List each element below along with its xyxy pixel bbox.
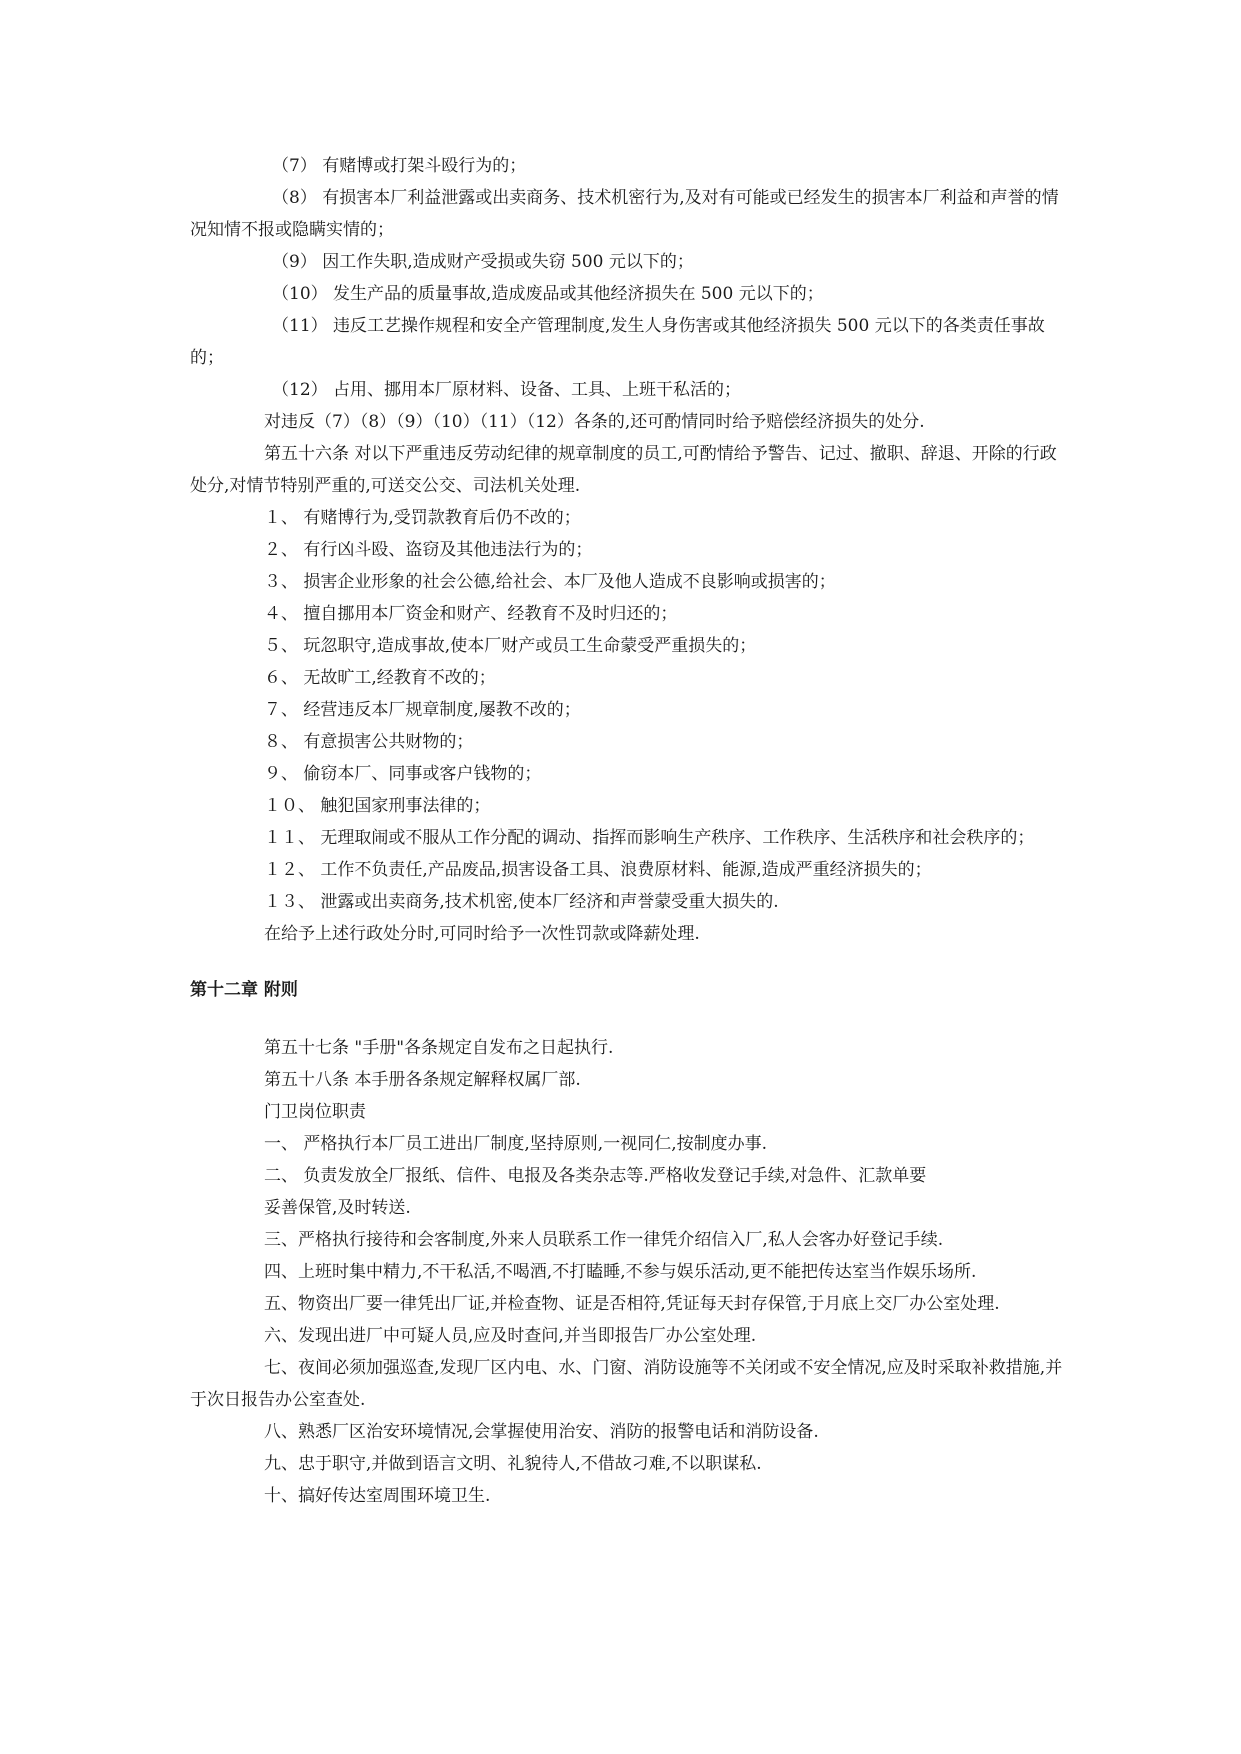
guard-duty-3: 三、严格执行接待和会客制度,外来人员联系工作一律凭介绍信入厂,私人会客办好登记手续. [264,1230,944,1250]
article-56-item-5: ５、 玩忽职守,造成事故,使本厂财产或员工生命蒙受严重损失的； [264,636,757,656]
guard-duty-1: 一、 严格执行本厂员工进出厂制度,坚持原则,一视同仁,按制度办事. [264,1134,768,1154]
article-56-note: 在给予上述行政处分时,可同时给予一次性罚款或降薪处理. [264,924,700,944]
article-56-intro: 第五十六条 对以下严重违反劳动纪律的规章制度的员工,可酌情给予警告、记过、撤职、辞退、开除的行政处分,对情节特别严重的,可送交公交、司法机关处理. [190,444,1057,496]
article-56-item-3: ３、 损害企业形象的社会公德,给社会、本厂及他人造成不良影响或损害的； [264,572,836,592]
article-58: 第五十八条 本手册各条规定解释权属厂部. [264,1070,581,1090]
article-56-item-8: ８、 有意损害公共财物的； [264,732,474,752]
guard-duty-6: 六、发现出进厂中可疑人员,应及时查问,并当即报告厂办公室处理. [264,1326,757,1346]
clause-8: （8） 有损害本厂利益泄露或出卖商务、技术机密行为,及对有可能或已经发生的损害本厂利益和声誉的情况知情不报或隐瞒实情的； [190,188,1059,240]
clause-9: （9） 因工作失职,造成财产受损或失窃 500 元以下的； [272,252,694,272]
article-56-item-1: １、 有赌博行为,受罚款教育后仍不改的； [264,508,581,528]
clause-12: （12） 占用、挪用本厂原材料、设备、工具、上班干私活的； [272,380,742,400]
guard-duty-8: 八、熟悉厂区治安环境情况,会掌握使用治安、消防的报警电话和消防设备. [264,1422,819,1442]
article-56-item-12: １２、 工作不负责任,产品废品,损害设备工具、浪费原材料、能源,造成严重经济损失的； [264,860,932,880]
clause-10: （10） 发生产品的质量事故,造成废品或其他经济损失在 500 元以下的； [272,284,824,304]
article-57: 第五十七条 "手册"各条规定自发布之日起执行. [264,1038,614,1058]
guard-duty-2-line-2: 妥善保管,及时转送. [264,1198,411,1218]
section-a-note: 对违反（7）（8）（9）（10）（11）（12）各条的,还可酌情同时给予赔偿经济损失的处分. [264,412,925,432]
article-56-item-7: ７、 经营违反本厂规章制度,屡教不改的； [264,700,581,720]
article-56-item-4: ４、 擅自挪用本厂资金和财产、经教育不及时归还的； [264,604,678,624]
article-56-item-9: ９、 偷窃本厂、同事或客户钱物的； [264,764,542,784]
article-56-item-10: １０、 触犯国家刑事法律的； [264,796,491,816]
guard-duty-4: 四、上班时集中精力,不干私活,不喝酒,不打瞌睡,不参与娱乐活动,更不能把传达室当作娱乐场所. [264,1262,977,1282]
clause-11: （11） 违反工艺操作规程和安全产管理制度,发生人身伤害或其他经济损失 500 元以下的各类责任事故的； [190,316,1045,368]
article-56-item-11: １１、 无理取闹或不服从工作分配的调动、指挥而影响生产秩序、工作秩序、生活秩序和社会秩序的； [264,828,1035,848]
guard-duty-10: 十、搞好传达室周围环境卫生. [264,1486,491,1506]
document-page [190,150,1070,1512]
guard-duty-7: 七、夜间必须加强巡查,发现厂区内电、水、门窗、消防设施等不关闭或不安全情况,应及时采取补救措施,并于次日报告办公室查处. [190,1358,1063,1410]
clause-7: （7） 有赌博或打架斗殴行为的； [272,156,527,176]
guard-duties-title: 门卫岗位职责 [264,1102,366,1122]
article-56-item-6: ６、 无故旷工,经教育不改的； [264,668,496,688]
article-56-item-13: １３、 泄露或出卖商务,技术机密,使本厂经济和声誉蒙受重大损失的. [264,892,779,912]
guard-duty-2-line-1: 二、 负责发放全厂报纸、信件、电报及各类杂志等.严格收发登记手续,对急件、汇款单要 [264,1166,927,1186]
chapter-12-title: 第十二章 附则 [190,980,298,1000]
article-56-item-2: ２、 有行凶斗殴、盗窃及其他违法行为的； [264,540,593,560]
guard-duty-9: 九、忠于职守,并做到语言文明、礼貌待人,不借故刁难,不以职谋私. [264,1454,762,1474]
guard-duty-5: 五、物资出厂要一律凭出厂证,并检查物、证是否相符,凭证每天封存保管,于月底上交厂办公室处理. [264,1294,1000,1314]
